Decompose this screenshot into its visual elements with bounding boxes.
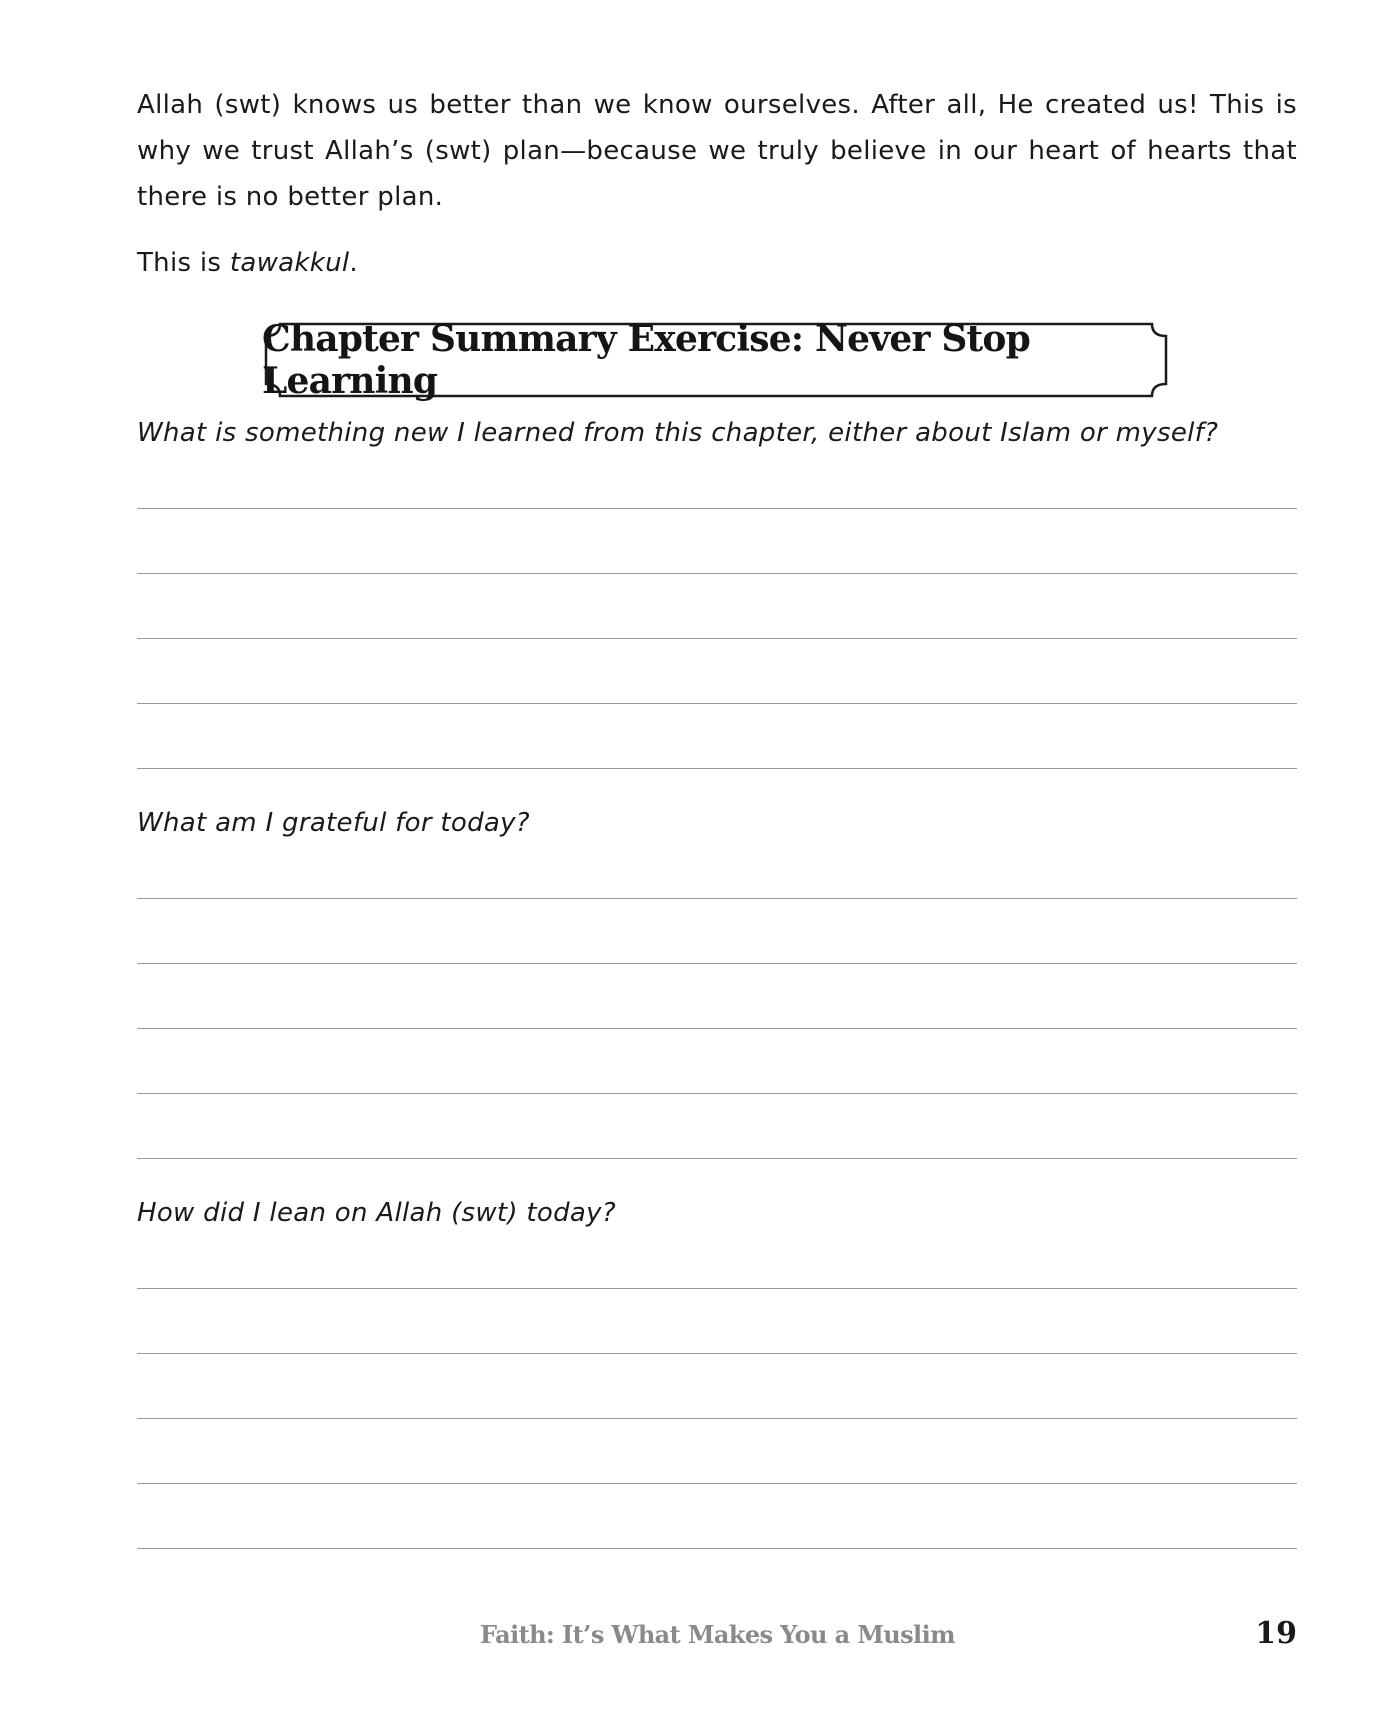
answer-line-1-3[interactable]	[137, 638, 1297, 639]
answer-line-2-2[interactable]	[137, 963, 1297, 964]
question-2: What am I grateful for today?	[137, 808, 530, 838]
answer-line-1-1[interactable]	[137, 508, 1297, 509]
tawakkul-term: tawakkul	[229, 248, 350, 278]
footer-book-title: Faith: It’s What Makes You a Muslim	[480, 1620, 955, 1649]
tawakkul-paragraph	[137, 240, 1297, 286]
page-number: 19	[1255, 1616, 1297, 1651]
answer-line-3-1[interactable]	[137, 1288, 1297, 1289]
tawakkul-prefix: This is	[137, 248, 230, 278]
answer-line-1-2[interactable]	[137, 573, 1297, 574]
answer-line-2-1[interactable]	[137, 898, 1297, 899]
tawakkul-suffix: .	[349, 248, 358, 278]
answer-line-3-4[interactable]	[137, 1483, 1297, 1484]
answer-line-3-5[interactable]	[137, 1548, 1297, 1549]
answer-line-1-5[interactable]	[137, 768, 1297, 769]
answer-line-2-3[interactable]	[137, 1028, 1297, 1029]
intro-paragraph: Allah (swt) knows us better than we know ourselves. After all, He created us! This is why we trust Allah’s (swt) plan—because we truly believe in our heart of hearts that there is no better plan.	[137, 90, 1297, 212]
answer-line-3-3[interactable]	[137, 1418, 1297, 1419]
exercise-heading: Chapter Summary Exercise: Never Stop Learning	[262, 318, 1030, 402]
question-1: What is something new I learned from this chapter, either about Islam or myself?	[137, 418, 1219, 448]
answer-line-1-4[interactable]	[137, 703, 1297, 704]
answer-line-3-2[interactable]	[137, 1353, 1297, 1354]
answer-line-2-4[interactable]	[137, 1093, 1297, 1094]
question-3: How did I lean on Allah (swt) today?	[137, 1198, 616, 1228]
exercise-heading-frame	[262, 318, 1170, 402]
answer-line-2-5[interactable]	[137, 1158, 1297, 1159]
